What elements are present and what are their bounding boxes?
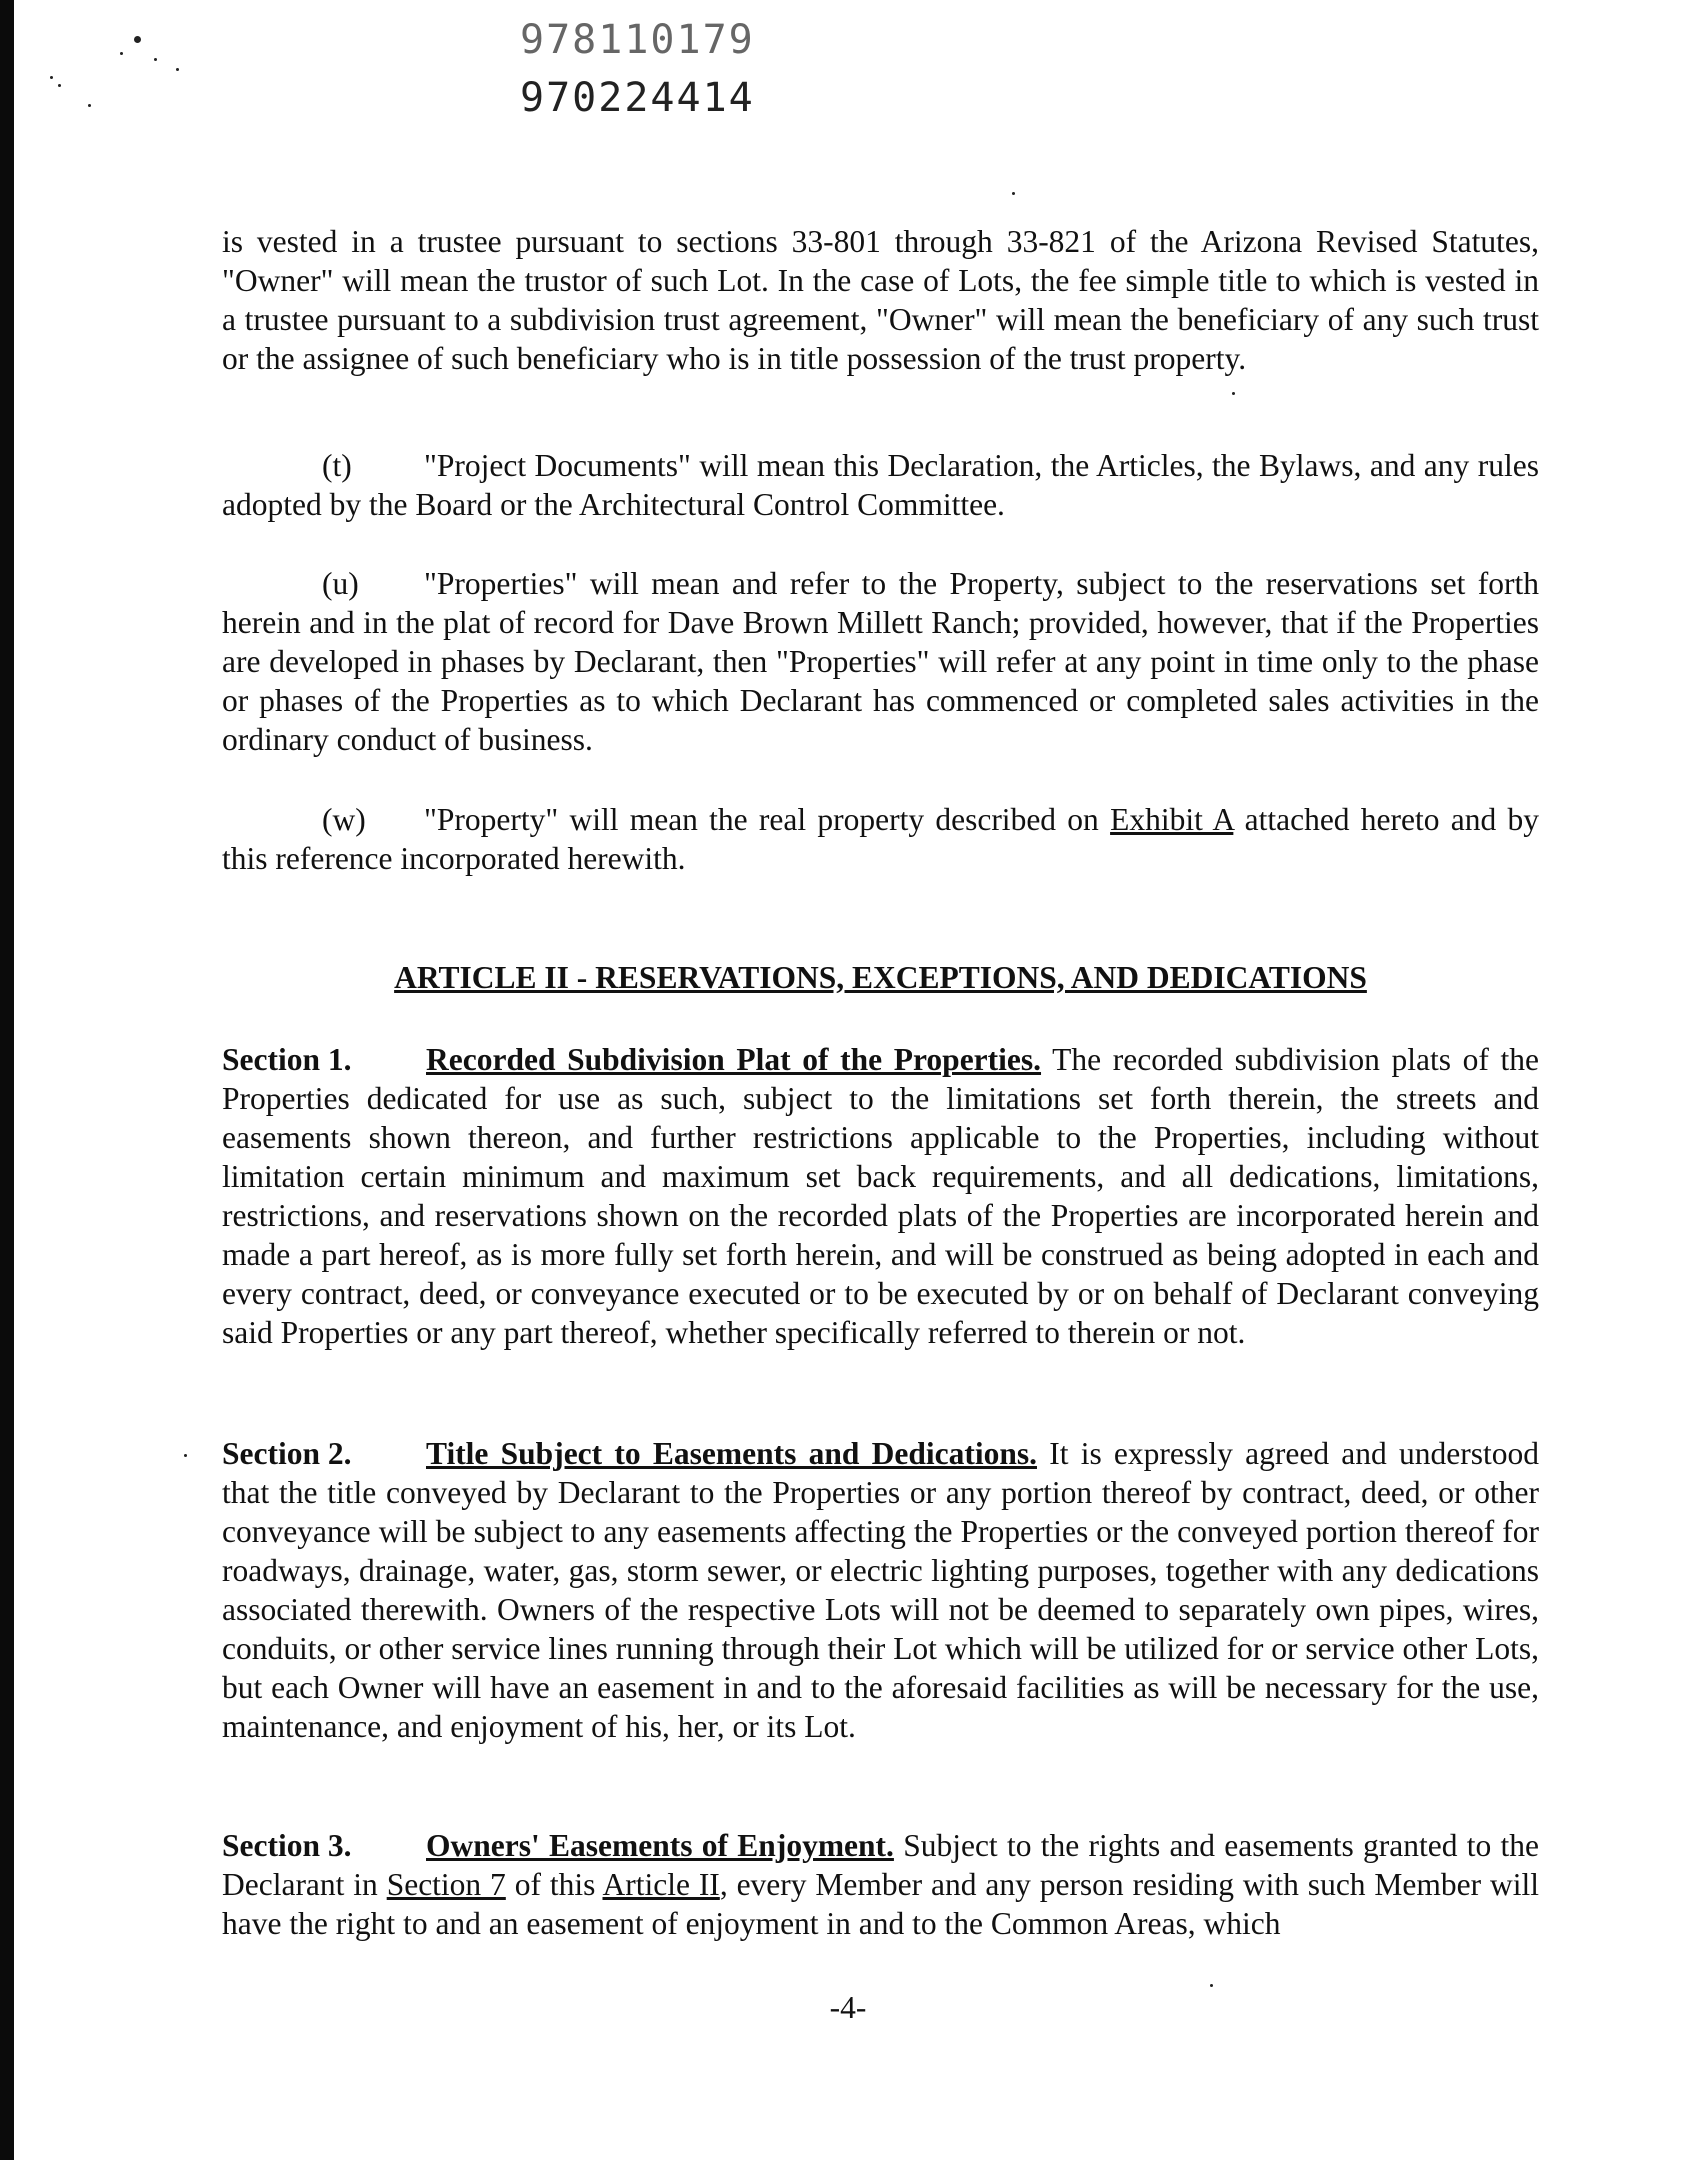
section-1-title: Recorded Subdivision Plat of the Properties.: [426, 1042, 1042, 1077]
section-2-text: It is expressly agreed and understood that the title conveyed by Declarant to the Properties or any portion thereof by contract, deed, or other conveyance will be subject to any easements affecting the Properties or the conveyed portion thereof for roadways, drainage, water, gas, storm sewer, or electric lighting purposes, together with any dedications associated therewith. Owners of the respective Lots will not be deemed to separately own pipes, wires, conduits, or other service lines running through their Lot which will be utilized for or service other Lots, but each Owner will have an easement in and to the aforesaid facilities as will be necessary for the use, maintenance, and enjoyment of his, her, or its Lot.: [222, 1436, 1540, 1744]
definition-label-t: (t): [322, 448, 352, 483]
scan-speck: [1210, 1984, 1213, 1987]
section-7-reference: Section 7: [386, 1867, 506, 1902]
section-3-text-c: , every Member and any person residing with such Member will have the right to and an easement of enjoyment in and to the Common Areas, which: [222, 1867, 1540, 1941]
scan-speck: [134, 36, 141, 43]
recording-stamp-number-2: 970224414: [520, 75, 755, 121]
section-2-label: Section 2.: [222, 1436, 352, 1471]
scan-speck: [50, 76, 53, 79]
definition-label-w: (w): [322, 802, 366, 837]
scan-speck: [176, 68, 179, 71]
section-2-paragraph: [222, 1434, 1539, 1746]
section-1-paragraph: [222, 1040, 1539, 1352]
page-number: -4-: [829, 1990, 867, 2025]
section-1-label: Section 1.: [222, 1042, 352, 1077]
scan-speck: [184, 1454, 187, 1457]
scan-speck: [154, 58, 157, 61]
section-3-title: Owners' Easements of Enjoyment.: [426, 1828, 894, 1863]
section-3-text-b: of this: [514, 1867, 596, 1902]
scan-edge-bar: [0, 0, 14, 2160]
scan-speck: [88, 104, 91, 107]
scan-speck: [1232, 392, 1235, 395]
definition-label-u: (u): [322, 566, 359, 601]
article-ii-heading: ARTICLE II - RESERVATIONS, EXCEPTIONS, AND DEDICATIONS: [394, 960, 1367, 995]
definition-text-w-before: "Property" will mean the real property described on: [424, 802, 1099, 837]
definition-text-t: "Project Documents" will mean this Declaration, the Articles, the Bylaws, and any rules adopted by the Board or the Architectural Control Committee.: [222, 448, 1539, 522]
section-3-label: Section 3.: [222, 1828, 352, 1863]
section-1-text: The recorded subdivision plats of the Properties dedicated for use as such, subject to the limitations set forth therein, the streets and easements shown thereon, and further restrictions applicable to the Properties, including without limitation certain minimum and maximum set back requirements, and all dedications, limitations, restrictions, and reservations shown on the recorded plats of the Properties are incorporated herein and made a part hereof, as is more fully set forth herein, and will be construed as being adopted in each and every contract, deed, or conveyance executed or to be executed by or on behalf of Declarant conveying said Properties or any part thereof, whether specifically referred to therein or not.: [222, 1042, 1540, 1350]
definition-project-documents: [222, 446, 1539, 524]
definition-text-u: "Properties" will mean and refer to the Property, subject to the reservations set forth herein and in the plat of record for Dave Brown Millett Ranch; provided, however, that if the Properties are developed in phases by Declarant, then "Properties" will refer at any point in time only to the phase or phases of the Properties as to which Declarant has commenced or completed sales activities in the ordinary conduct of business.: [222, 566, 1539, 757]
definition-properties: [222, 564, 1539, 759]
scan-speck: [1012, 192, 1015, 195]
exhibit-a-reference: Exhibit A: [1110, 802, 1234, 837]
section-2-title: Title Subject to Easements and Dedications.: [426, 1436, 1037, 1471]
section-3-text-a: Subject to the rights and easements granted to the Declarant in: [222, 1828, 1539, 1902]
definition-continuation-paragraph: is vested in a trustee pursuant to sections 33-801 through 33-821 of the Arizona Revised Statutes, "Owner" will mean the trustor of such Lot. In the case of Lots, the fee simple title to which is vested in a trustee pursuant to a subdivision trust agreement, "Owner" will mean the beneficiary of any such trust or the assignee of such beneficiary who is in title possession of the trust property.: [222, 224, 1539, 376]
scan-speck: [58, 84, 61, 87]
recording-stamp-number-1: 978110179: [520, 17, 755, 63]
definition-property: [222, 800, 1539, 878]
definition-text-w-after: attached hereto and by this reference incorporated herewith.: [222, 802, 1540, 876]
section-3-paragraph: [222, 1826, 1539, 1943]
scan-speck: [120, 52, 123, 55]
article-ii-reference: Article II: [602, 1867, 720, 1902]
